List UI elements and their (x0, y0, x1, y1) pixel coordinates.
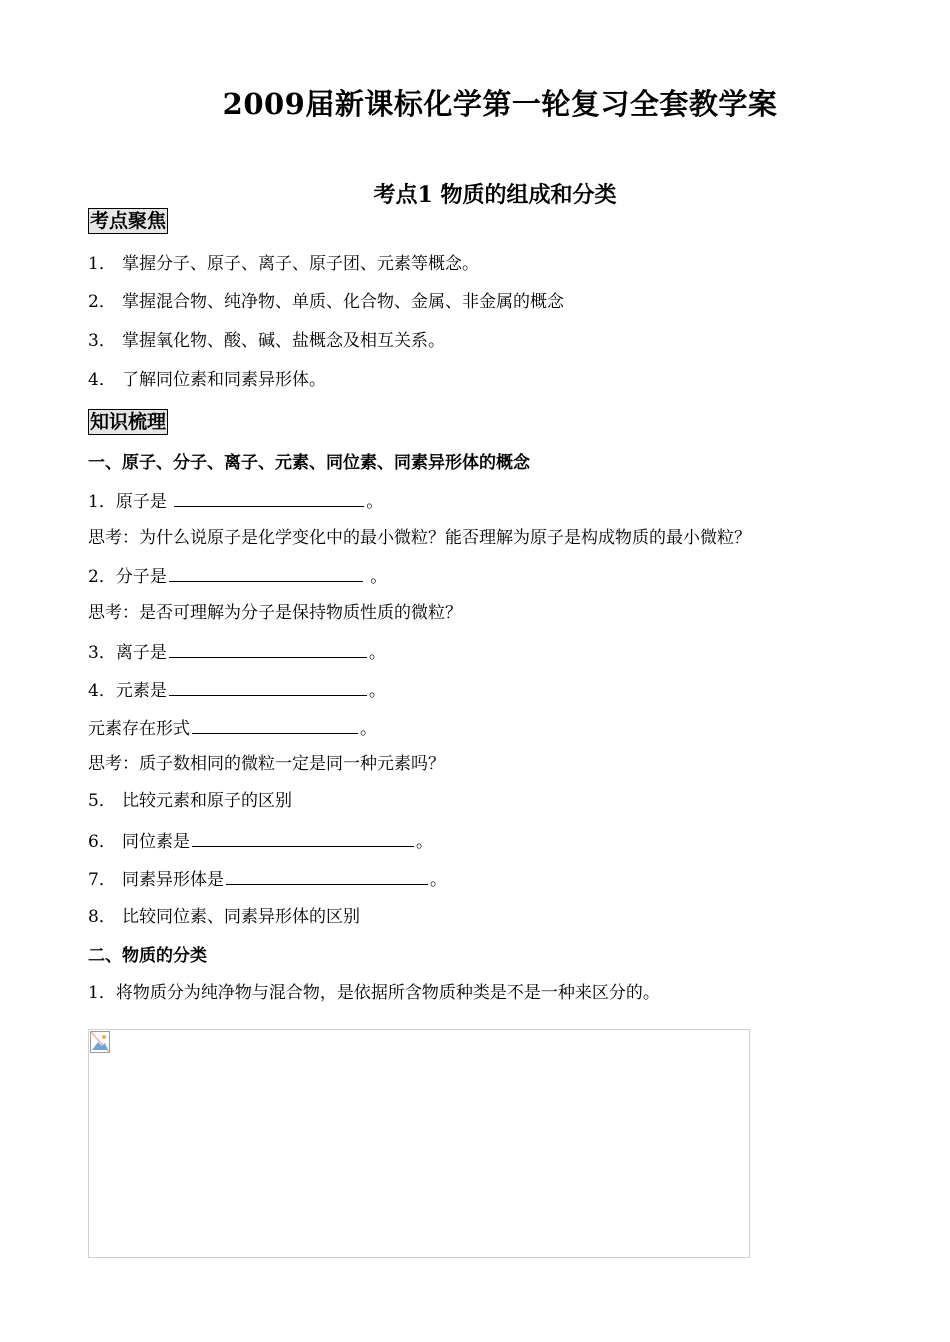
period: 。 (430, 870, 447, 890)
element-label: 4．元素是 (88, 681, 167, 701)
period: 。 (416, 832, 433, 852)
isotope-label: 同位素是 (122, 832, 190, 852)
compare-isotope-allotrope (88, 906, 360, 928)
allotrope-line (88, 867, 447, 891)
element-form-label: 元素存在形式 (88, 719, 190, 739)
item-number: 7． (88, 870, 116, 890)
document-title: 2009届新课标化学第一轮复习全套教学案 (222, 87, 778, 121)
atom-label: 1．原子是 (88, 492, 167, 512)
section-heading-concepts: 一、原子、分子、离子、元素、同位素、同素异形体的概念 (88, 453, 530, 473)
period: 。 (360, 719, 377, 739)
molecule-label: 2．分子是 (88, 567, 167, 587)
think-molecule: 思考：是否可理解为分子是保持物质性质的微粒？ (88, 603, 462, 623)
atom-blank[interactable] (174, 489, 364, 507)
item-number: 8． (88, 907, 116, 927)
allotrope-blank[interactable] (226, 867, 428, 885)
period: 。 (368, 643, 386, 663)
topic-subtitle: 考点1 物质的组成和分类 (373, 182, 617, 208)
focus-heading: 考点聚焦 (90, 210, 167, 232)
item-number: 3． (88, 331, 116, 351)
item-number: 1． (88, 254, 116, 274)
focus-item (88, 369, 326, 391)
item-number: 6． (88, 832, 116, 852)
think-atom: 思考：为什么说原子是化学变化中的最小微粒？能否理解为原子是构成物质的最小微粒？ (88, 528, 751, 548)
compare-element-atom (88, 790, 292, 812)
allotrope-label: 同素异形体是 (122, 870, 224, 890)
classification-line: 1．将物质分为纯净物与混合物，是依据所含物质种类是不是一种来区分的。 (88, 983, 660, 1003)
focus-item (88, 291, 564, 313)
item-text: 掌握混合物、纯净物、单质、化合物、金属、非金属的概念 (122, 292, 564, 312)
item-number: 4． (88, 370, 116, 390)
item-text: 比较同位素、同素异形体的区别 (122, 907, 360, 927)
molecule-blank[interactable] (169, 564, 363, 582)
isotope-blank[interactable] (192, 829, 414, 847)
item-text: 掌握分子、原子、离子、原子团、元素等概念。 (122, 254, 479, 274)
knowledge-heading: 知识梳理 (90, 411, 167, 433)
element-form-blank[interactable] (192, 716, 358, 734)
element-blank[interactable] (169, 678, 367, 696)
molecule-line (88, 564, 387, 588)
item-text: 比较元素和原子的区别 (122, 791, 292, 811)
period: 。 (368, 681, 386, 701)
period: 。 (370, 567, 388, 587)
element-line (88, 678, 386, 702)
isotope-line (88, 829, 433, 853)
item-number: 2． (88, 292, 116, 312)
think-element: 思考：质子数相同的微粒一定是同一种元素吗？ (88, 754, 445, 774)
ion-label: 3．离子是 (88, 643, 167, 663)
item-number: 5． (88, 791, 116, 811)
focus-item (88, 330, 445, 352)
item-text: 掌握氧化物、酸、碱、盐概念及相互关系。 (122, 331, 445, 351)
period: 。 (366, 492, 384, 512)
ion-line (88, 640, 386, 664)
item-text: 了解同位素和同素异形体。 (122, 370, 326, 390)
image-placeholder (88, 1029, 750, 1258)
ion-blank[interactable] (169, 640, 367, 658)
section-heading-classification: 二、物质的分类 (88, 946, 207, 966)
broken-image-icon (90, 1031, 110, 1053)
atom-line (88, 489, 383, 513)
focus-item (88, 253, 479, 275)
element-form-line (88, 716, 377, 740)
